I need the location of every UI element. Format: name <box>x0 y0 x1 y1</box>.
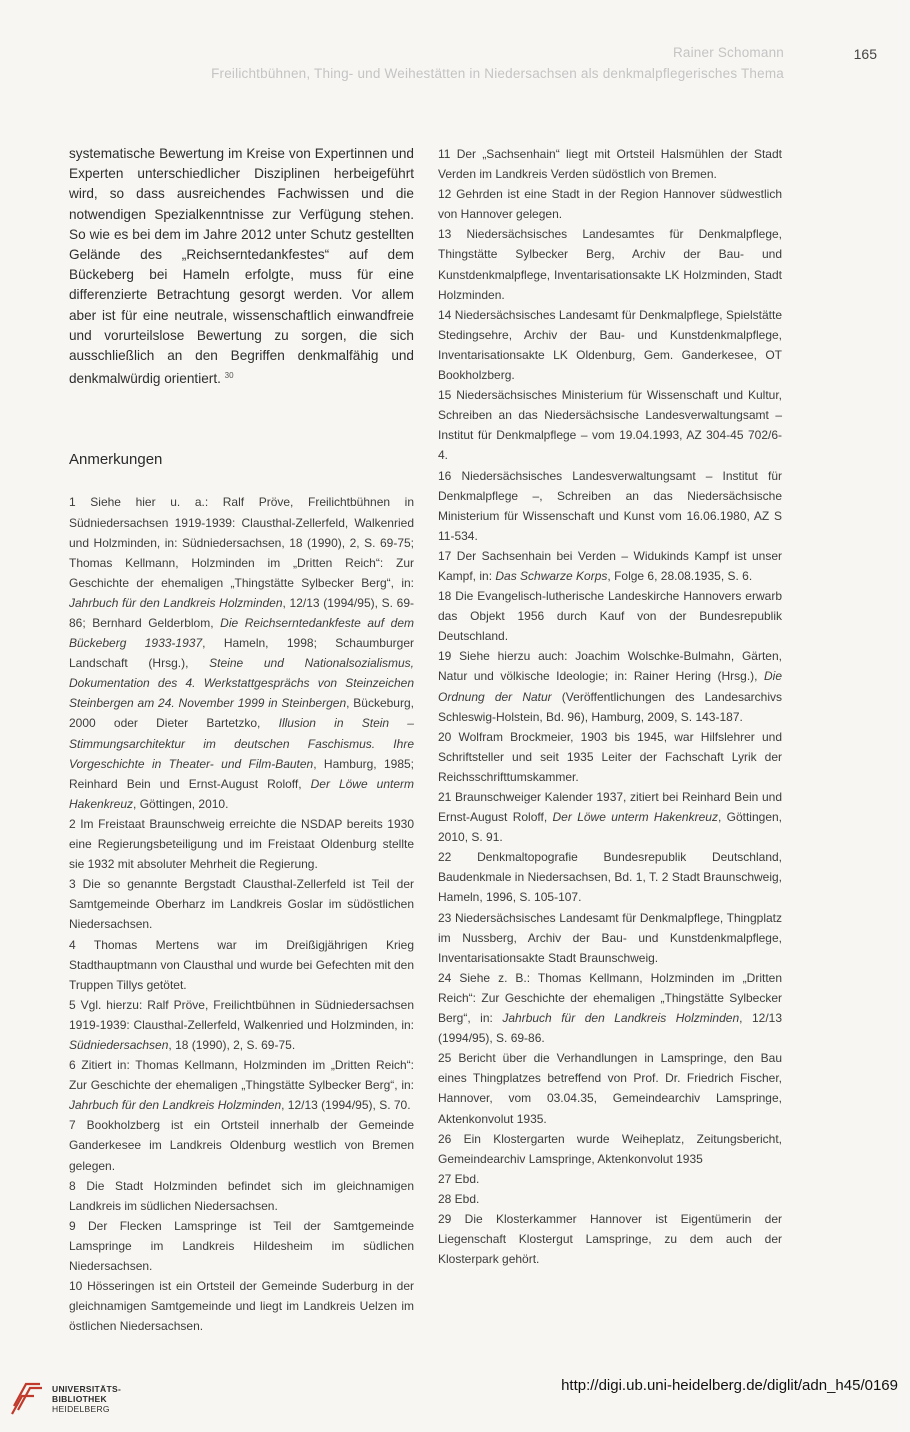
endnote-text: , Göttingen, 2010, S. 91. <box>438 810 782 845</box>
endnote-text: 28 Ebd. <box>438 1191 480 1206</box>
endnote <box>438 847 782 907</box>
endnote <box>438 144 782 184</box>
endnote-text: 3 Die so genannte Bergstadt Clausthal-Zellerfeld ist Teil der Samtgemeinde Oberharz im Landkreis Goslar im südöstlichen Niedersachsen. <box>69 877 414 932</box>
endnote-text: , Göttingen, 2010. <box>133 796 229 811</box>
endnote-text: 24 Siehe z. B.: Thomas Kellmann, Holzminden im „Dritten Reich“: Zur Geschichte der ehemaligen „Thingstätte Sylbecker Berg“, in: <box>438 970 782 1026</box>
endnote <box>69 1055 414 1115</box>
endnote <box>438 1169 782 1189</box>
endnote-title-italic: Jahrbuch für den Landkreis Holzminden <box>502 1011 740 1026</box>
endnote <box>69 1276 414 1336</box>
notes-list-right <box>438 144 782 1269</box>
endnote-text: 13 Niedersächsisches Landesamtes für Denkmalpflege, Thingstätte Sylbecker Berg, Archiv der Bau- und Kunstdenkmalpflege, Inventarisationsakte LK Holzminden, Stadt Holzminden. <box>438 227 782 302</box>
endnote-text: 29 Die Klosterkammer Hannover ist Eigentümerin der Liegenschaft Klostergut Lamspringe, zu dem auch der Klosterpark gehört. <box>438 1211 782 1267</box>
endnote-title-italic: Die Reichserntedankfeste auf dem Bückeberg 1933-1937 <box>69 616 414 651</box>
endnote-text: , 12/13 (1994/95), S. 69-86. <box>438 1011 783 1046</box>
endnote <box>438 908 782 968</box>
endnote-text: 23 Niedersächsisches Landesamt für Denkmalpflege, Thingplatz im Nussberg, Archiv der Bau- und Kunstdenkmalpflege, Inventarisationsakte Stadt Braunschweig. <box>438 910 782 965</box>
endnote-text: 27 Ebd. <box>438 1171 480 1186</box>
endnote <box>438 305 782 385</box>
endnote <box>69 995 414 1055</box>
endnote <box>69 1176 414 1216</box>
endnote <box>69 874 414 934</box>
endnote <box>438 646 782 726</box>
endnote-text: 18 Die Evangelisch-lutherische Landeskirche Hannovers erwarb das Objekt 1956 durch Kauf von der Bundesrepublik Deutschland. <box>438 589 782 644</box>
endnote <box>69 935 414 995</box>
endnote <box>69 492 414 814</box>
endnote <box>69 814 414 874</box>
body-paragraph-text: systematische Bewertung im Kreise von Expertinnen und Experten unterschiedlicher Disziplinen herbeigeführt wird, so dass ausreichendes Fachwissen und die notwendigen Spezialkenntnisse zur Verfügung stehen. So wie es bei dem im Jahre 2012 unter Schutz gestellten Gelände des „Reichserntedankfestes“ auf dem Bückeberg bei Hameln erfolgte, muss für eine differenzierte Betrachtung gesorgt werden. Vor allem aber ist für eine neutrale, wissenschaftlich einwandfreie und vorurteilslose Bewertung zu sorgen, die sich ausschließlich an den Begriffen denkmalfähig und denkmalwürdig orientiert. <box>69 146 414 387</box>
endnote-text: 17 Der Sachsenhain bei Verden – Widukinds Kampf ist unser Kampf, in: <box>438 548 782 583</box>
endnote-title-italic: Illusion in Stein – Stimmungsarchitektur im deutschen Faschismus. Ihre Vorgeschichte in Theater- und Film-Bauten <box>69 716 414 771</box>
endnote <box>438 1189 782 1209</box>
page-number: 165 <box>853 46 877 62</box>
right-column <box>438 144 782 1269</box>
endnote-text: 4 Thomas Mertens war im Dreißigjährigen Krieg Stadthauptmann von Clausthal und wurde bei Gefechten mit den Truppen Tillys getötet. <box>69 937 414 992</box>
endnote-text: 11 Der „Sachsenhain“ liegt mit Ortsteil Halsmühlen der Stadt Verden im Landkreis Verden südöstlich von Bremen. <box>438 147 782 182</box>
endnote-text: , Hamburg, 1985; Reinhard Bein und Ernst-August Roloff, <box>69 756 415 791</box>
endnote-title-italic: Die Ordnung der Natur <box>438 669 782 704</box>
body-paragraph <box>69 144 414 389</box>
endnote <box>438 466 782 546</box>
library-logo-icon <box>10 1376 44 1416</box>
endnote <box>438 586 782 646</box>
endnote <box>438 1129 782 1169</box>
endnote-text: 22 Denkmaltopografie Bundesrepublik Deutschland, Baudenkmale in Niedersachsen, Bd. 1, T. 2 Stadt Braunschweig, Hameln, 1996, S. 105-107. <box>438 850 782 905</box>
endnote-title-italic: Der Löwe unterm Hakenkreuz <box>69 776 414 811</box>
endnote <box>438 224 782 304</box>
endnote-text: 10 Hösseringen ist ein Ortsteil der Gemeinde Suderburg in der gleichnamigen Samtgemeinde und liegt im Landkreis Uelzen im östlichen Niedersachsen. <box>69 1279 414 1334</box>
section-heading: Anmerkungen <box>69 451 163 469</box>
endnote-text: , Hameln, 1998; Schaumburger Landschaft (Hrsg.), <box>69 636 414 671</box>
endnote-text: 9 Der Flecken Lamspringe ist Teil der Samtgemeinde Lamspringe im Landkreis Hildesheim im südlichen Niedersachsen. <box>69 1218 414 1273</box>
endnote-text: , 12/13 (1994/95), S. 70. <box>281 1098 411 1113</box>
notes-list-left <box>69 492 414 1336</box>
endnote-title-italic: Jahrbuch für den Landkreis Holzminden <box>69 595 283 610</box>
endnote <box>69 1216 414 1276</box>
endnote-title-italic: Das Schwarze Korps <box>495 568 608 583</box>
endnote-text: , 18 (1990), 2, S. 69-75. <box>168 1037 296 1052</box>
endnote-title-italic: Der Löwe unterm Hakenkreuz <box>552 810 718 825</box>
endnote-text: 1 Siehe hier u. a.: Ralf Pröve, Freilichtbühnen in Südniedersachsen 1919-1939: Clausthal-Zellerfeld, Walkenried und Holzminden, in: Südniedersachsen, 18 (1990), 2, S. 69-75; Thomas Kellmann, Holzminden im „Dritten Reich“: Zur Geschichte der ehemaligen „Thingstätte Sylbecker Berg“, in: <box>69 495 414 590</box>
endnote <box>69 1115 414 1175</box>
endnote <box>438 787 782 847</box>
endnote-text: 12 Gehrden ist eine Stadt in der Region Hannover südwestlich von Hannover gelegen. <box>438 187 782 222</box>
endnote-title-italic: Jahrbuch für den Landkreis Holzminden <box>69 1098 282 1113</box>
left-column <box>69 144 414 1336</box>
endnote-text: , Folge 6, 28.08.1935, S. 6. <box>607 568 753 583</box>
endnote-text: 16 Niedersächsisches Landesverwaltungsamt – Institut für Denkmalpflege –, Schreiben an das Niedersächsische Ministerium für Wissenschaft und Kunst vom 16.06.1980, AZ S 11-534. <box>438 468 782 543</box>
endnote-text: 14 Niedersächsisches Landesamt für Denkmalpflege, Spielstätte Stedingsehre, Archiv der Bau- und Kunstdenkmalpflege, Inventarisationsakte LK Oldenburg, Gem. Ganderkesee, OT Bookholzberg. <box>438 307 782 383</box>
endnote-title-italic: Steine und Nationalsozialismus, Dokumentation des 4. Werkstattgesprächs von Steinzeichen Steinbergen am 24. November 1999 in Steinbergen <box>69 656 414 711</box>
endnote <box>438 546 782 586</box>
endnote <box>438 968 782 1048</box>
endnote-text: , Bückeburg, 2000 oder Dieter Bartetzko, <box>69 696 414 731</box>
footnote-reference: 30 <box>224 371 234 381</box>
endnote-text: 8 Die Stadt Holzminden befindet sich im gleichnamigen Landkreis im südlichen Niedersachsen. <box>69 1178 414 1213</box>
endnote-title-italic: Südniedersachsen <box>69 1037 169 1052</box>
endnote-text: 20 Wolfram Brockmeier, 1903 bis 1945, war Hilfslehrer und Schriftsteller und seit 1935 Leiter der Fachschaft Lyrik der Reichsschrifttumskammer. <box>438 729 782 784</box>
library-name <box>52 1384 121 1414</box>
endnote-text: 6 Zitiert in: Thomas Kellmann, Holzminden im „Dritten Reich“: Zur Geschichte der ehemaligen „Thingstätte Sylbecker Berg“, in: <box>69 1058 414 1093</box>
permalink-url[interactable]: http://digi.ub.uni-heidelberg.de/diglit/adn_h45/0169 <box>561 1377 898 1394</box>
endnote-text: , 12/13 (1994/95), S. 69-86; Bernhard Gelderblom, <box>69 595 414 630</box>
endnote-text: 25 Bericht über die Verhandlungen in Lamspringe, den Bau eines Thingplatzes betreffend von Prof. Dr. Friedrich Fischer, Hannover, vom 03.04.35, Gemeindearchiv Lamspringe, Aktenkonvolut 1935. <box>438 1051 782 1126</box>
library-name-city: HEIDELBERG <box>52 1404 110 1414</box>
endnote <box>438 1048 782 1128</box>
endnote-text: 19 Siehe hierzu auch: Joachim Wolschke-Bulmahn, Gärten, Natur und völkische Ideologie; in: Rainer Hering (Hrsg.), <box>438 649 782 684</box>
library-name-line: BIBLIOTHEK <box>52 1394 107 1404</box>
library-name-line: UNIVERSITÄTS- <box>52 1384 122 1394</box>
endnote-text: 7 Bookholzberg ist ein Ortsteil innerhalb der Gemeinde Ganderkesee im Landkreis Oldenburg westlich von Bremen gelegen. <box>69 1118 414 1173</box>
endnote-text: 15 Niedersächsisches Ministerium für Wissenschaft und Kultur, Schreiben an das Niedersächsische Landesverwaltungsamt – Institut für Denkmalpflege – vom 19.04.1993, AZ 304-45 702/6-4. <box>438 388 782 463</box>
endnote-text: 2 Im Freistaat Braunschweig erreichte die NSDAP bereits 1930 eine Regierungsbeteiligung und im Freistaat Oldenburg stellte sie 1932 mit absoluter Mehrheit die Regierung. <box>69 816 414 872</box>
running-header-title: Freilichtbühnen, Thing- und Weihestätten in Niedersachsen als denkmalpflegerisches Thema <box>211 66 784 81</box>
endnote <box>438 1209 782 1269</box>
endnote-text: 21 Braunschweiger Kalender 1937, zitiert bei Reinhard Bein und Ernst-August Roloff, <box>438 790 782 825</box>
endnote <box>438 184 782 224</box>
endnote <box>438 385 782 465</box>
running-header-author: Rainer Schomann <box>672 45 784 60</box>
endnote-text: 26 Ein Klostergarten wurde Weiheplatz, Zeitungsbericht, Gemeindearchiv Lamspringe, Aktenkonvolut 1935 <box>438 1131 782 1166</box>
endnote-text: (Veröffentlichungen des Landesarchivs Schleswig-Holstein, Bd. 96), Hamburg, 2009, S. 143-187. <box>438 689 782 724</box>
endnote <box>438 727 782 787</box>
endnote-text: 5 Vgl. hierzu: Ralf Pröve, Freilichtbühnen in Südniedersachsen 1919-1939: Clausthal-Zellerfeld, Walkenried und Holzminden, in: <box>69 997 414 1032</box>
